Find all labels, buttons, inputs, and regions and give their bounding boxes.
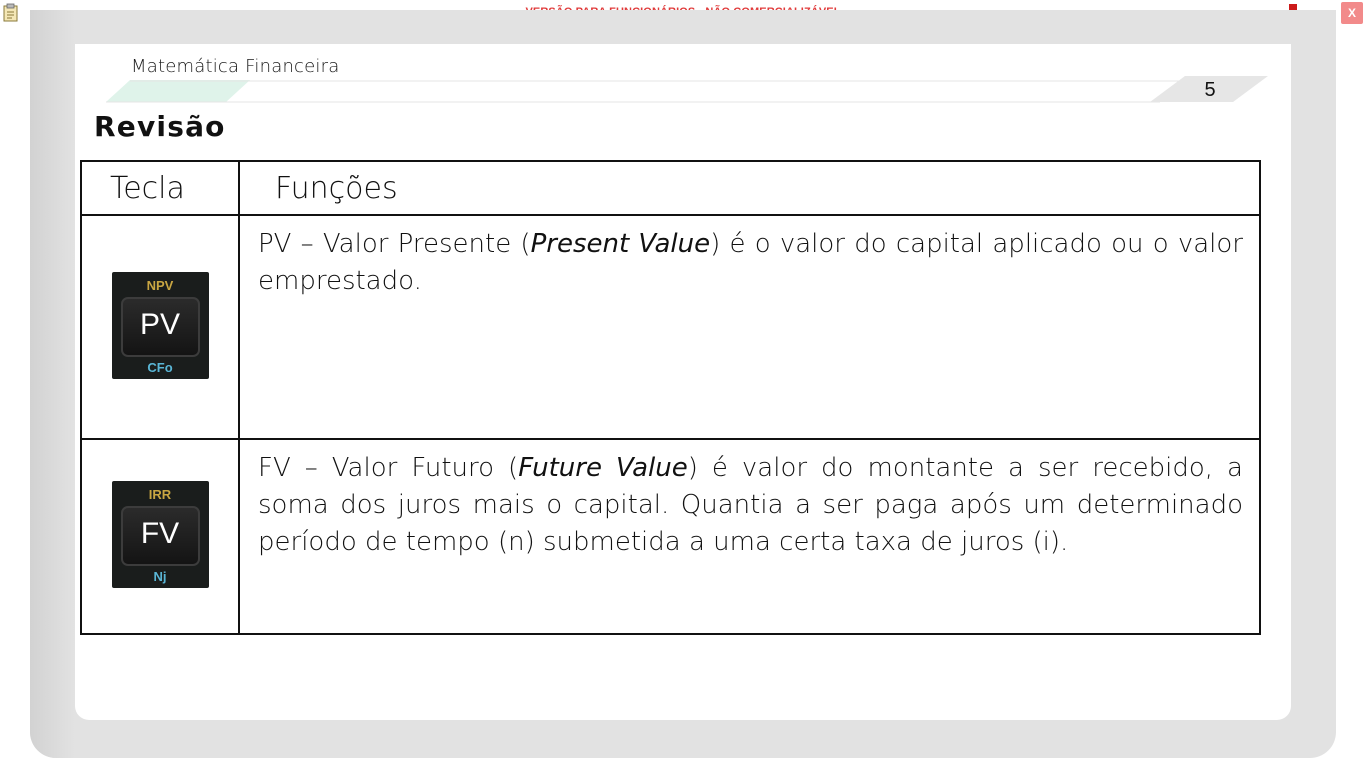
key-main-label: FV <box>121 506 200 566</box>
key-secondary-label: IRR <box>148 487 172 502</box>
course-title: Matemática Financeira <box>131 56 340 77</box>
pv-description: PV – Valor Presente (Present Value) é o valor do capital aplicado ou o valor emprestado. <box>239 215 1260 439</box>
section-title: Revisão <box>94 110 226 143</box>
key-main-label: PV <box>121 297 200 357</box>
close-icon: X <box>1347 6 1356 20</box>
fv-key-image <box>112 481 209 588</box>
page-number: 5 <box>1204 79 1216 101</box>
key-tertiary-label: Nj <box>153 569 167 584</box>
term-english: Future Value <box>518 453 688 483</box>
functions-table <box>80 160 1261 635</box>
key-tertiary-label: CFo <box>147 359 173 375</box>
table-row <box>81 215 1260 439</box>
close-button[interactable] <box>1341 2 1363 24</box>
key-secondary-label: NPV <box>146 277 174 293</box>
pv-key-image <box>112 272 209 379</box>
fv-description: FV – Valor Futuro (Future Value) é valor do montante a ser recebido, a soma dos juros mais o capital. Quantia a ser paga após um determinado período de tempo (n) submetida a uma certa taxa de juros (i). <box>239 439 1260 634</box>
frame-shade <box>30 10 75 758</box>
header-key: Tecla <box>81 161 239 215</box>
header-functions: Funções <box>239 161 1260 215</box>
term-english: Present Value <box>530 229 711 259</box>
table-row <box>81 439 1260 634</box>
header-rule <box>100 76 1270 106</box>
